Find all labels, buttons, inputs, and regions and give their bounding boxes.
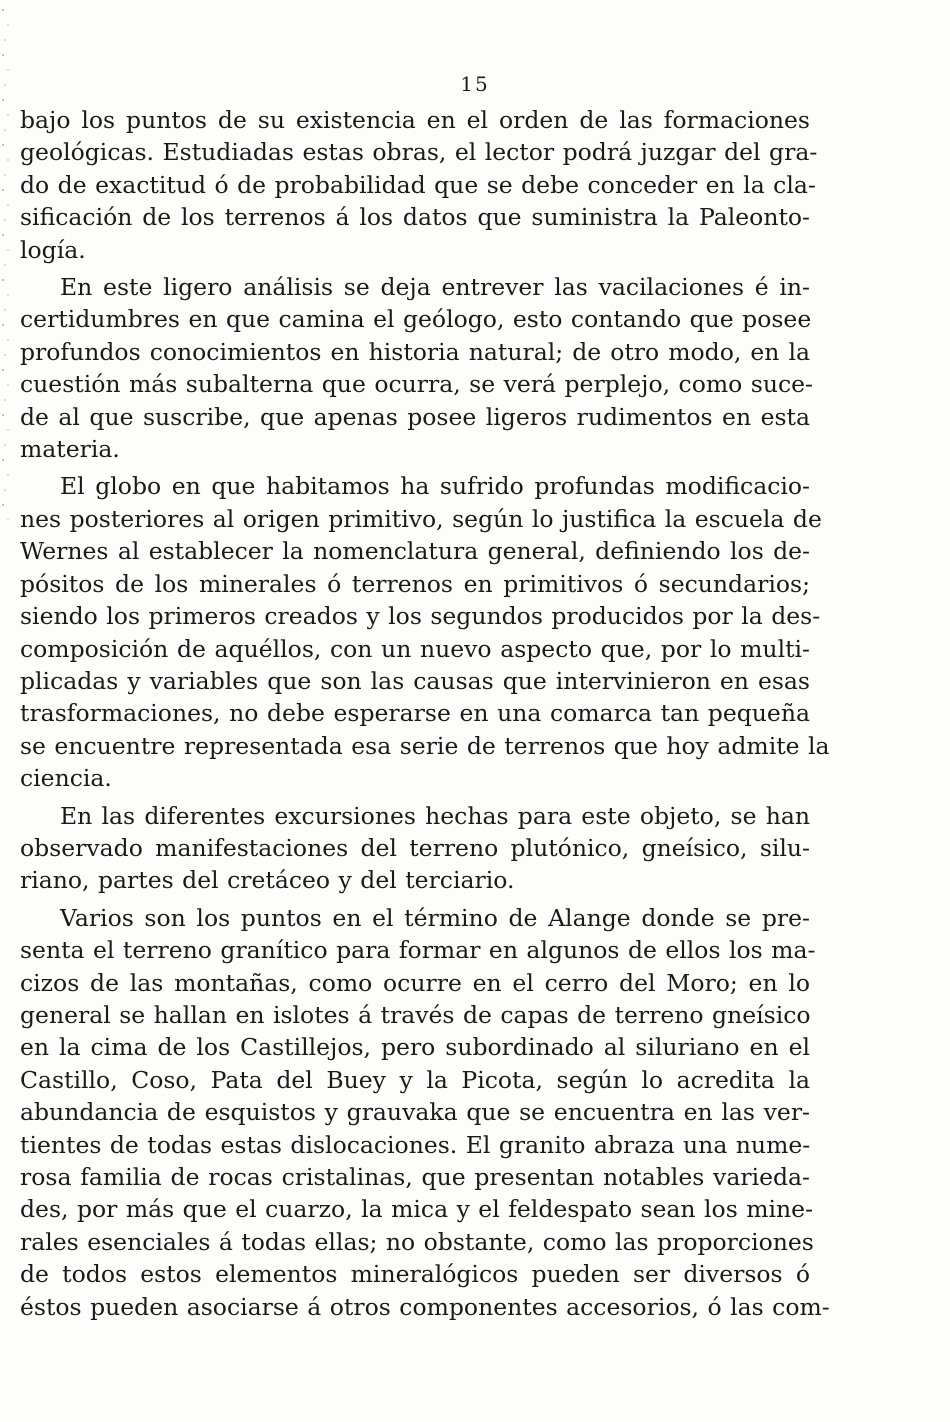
text-line: nes posteriores al origen primitivo, según lo justifica la escuela de: [20, 504, 822, 533]
paragraph: [20, 470, 830, 794]
text-line: éstos pueden asociarse á otros componentes accesorios, ó las com-: [20, 1292, 830, 1321]
text-line: El globo en que habitamos ha sufrido profundas modificacio-: [60, 472, 810, 501]
text-line: tientes de todas estas dislocaciones. El granito abraza una nume-: [20, 1130, 811, 1159]
text-line: composición de aquéllos, con un nuevo aspecto que, por lo multi-: [20, 634, 810, 663]
text-line: abundancia de esquistos y grauvaka que se encuentra en las ver-: [20, 1098, 810, 1127]
text-line: rales esenciales á todas ellas; no obstante, como las proporciones: [20, 1227, 814, 1256]
text-line: de al que suscribe, que apenas posee ligeros rudimentos en esta: [20, 402, 810, 431]
text-line: do de exactitud ó de probabilidad que se debe conceder en la cla-: [20, 170, 816, 199]
text-line: senta el terreno granítico para formar en algunos de ellos los ma-: [20, 936, 816, 965]
text-line: se encuentre representada esa serie de terrenos que hoy admite la: [20, 731, 830, 760]
text-line: riano, partes del cretáceo y del terciario.: [20, 866, 515, 895]
paragraph: [20, 104, 818, 266]
text-line: ciencia.: [20, 764, 112, 793]
text-line: de todos estos elementos mineralógicos pueden ser diversos ó: [20, 1260, 810, 1289]
text-line: pósitos de los minerales ó terrenos en primitivos ó secundarios;: [20, 569, 810, 598]
paragraph: [20, 800, 810, 897]
text-line: bajo los puntos de su existencia en el orden de las formaciones: [20, 106, 810, 134]
text-line: geológicas. Estudiadas estas obras, el lector podrá juzgar del gra-: [20, 138, 818, 167]
text-line: general se hallan en islotes á través de capas de terreno gneísico: [20, 1000, 811, 1029]
text-line: Wernes al establecer la nomenclatura general, definiendo los de-: [20, 537, 810, 566]
text-line: plicadas y variables que son las causas que intervinieron en esas: [20, 666, 810, 695]
paragraph: [20, 902, 830, 1323]
text-line: siendo los primeros creados y los segundos producidos por la des-: [20, 602, 821, 631]
text-line: Varios son los puntos en el término de Alange donde se pre-: [60, 903, 810, 932]
paragraph: [20, 271, 813, 465]
text-line: sificación de los terrenos á los datos que suministra la Paleonto-: [20, 203, 810, 232]
text-line: des, por más que el cuarzo, la mica y el feldespato sean los mine-: [20, 1195, 814, 1224]
text-line: En este ligero análisis se deja entrever las vacilaciones é in-: [60, 273, 810, 302]
text-line: cizos de las montañas, como ocurre en el cerro del Moro; en lo: [20, 968, 810, 997]
text-line: rosa familia de rocas cristalinas, que presentan notables varieda-: [20, 1163, 810, 1191]
text-line: profundos conocimientos en historia natural; de otro modo, en la: [20, 337, 810, 366]
text-line: En las diferentes excursiones hechas para este objeto, se han: [60, 801, 810, 830]
text-line: en la cima de los Castillejos, pero subordinado al siluriano en el: [20, 1033, 810, 1062]
text-line: observado manifestaciones del terreno plutónico, gneísico, silu-: [20, 833, 810, 862]
text-line: cuestión más subalterna que ocurra, se verá perplejo, como suce-: [20, 370, 813, 399]
body-text: [20, 104, 830, 1328]
text-line: Castillo, Coso, Pata del Buey y la Picota, según lo acredita la: [20, 1065, 810, 1094]
page-number: 15: [460, 72, 490, 96]
text-line: logía.: [20, 235, 86, 264]
text-line: materia.: [20, 435, 120, 464]
text-line: trasformaciones, no debe esperarse en una comarca tan pequeña: [20, 699, 810, 728]
text-line: certidumbres en que camina el geólogo, esto contando que posee: [20, 305, 812, 334]
